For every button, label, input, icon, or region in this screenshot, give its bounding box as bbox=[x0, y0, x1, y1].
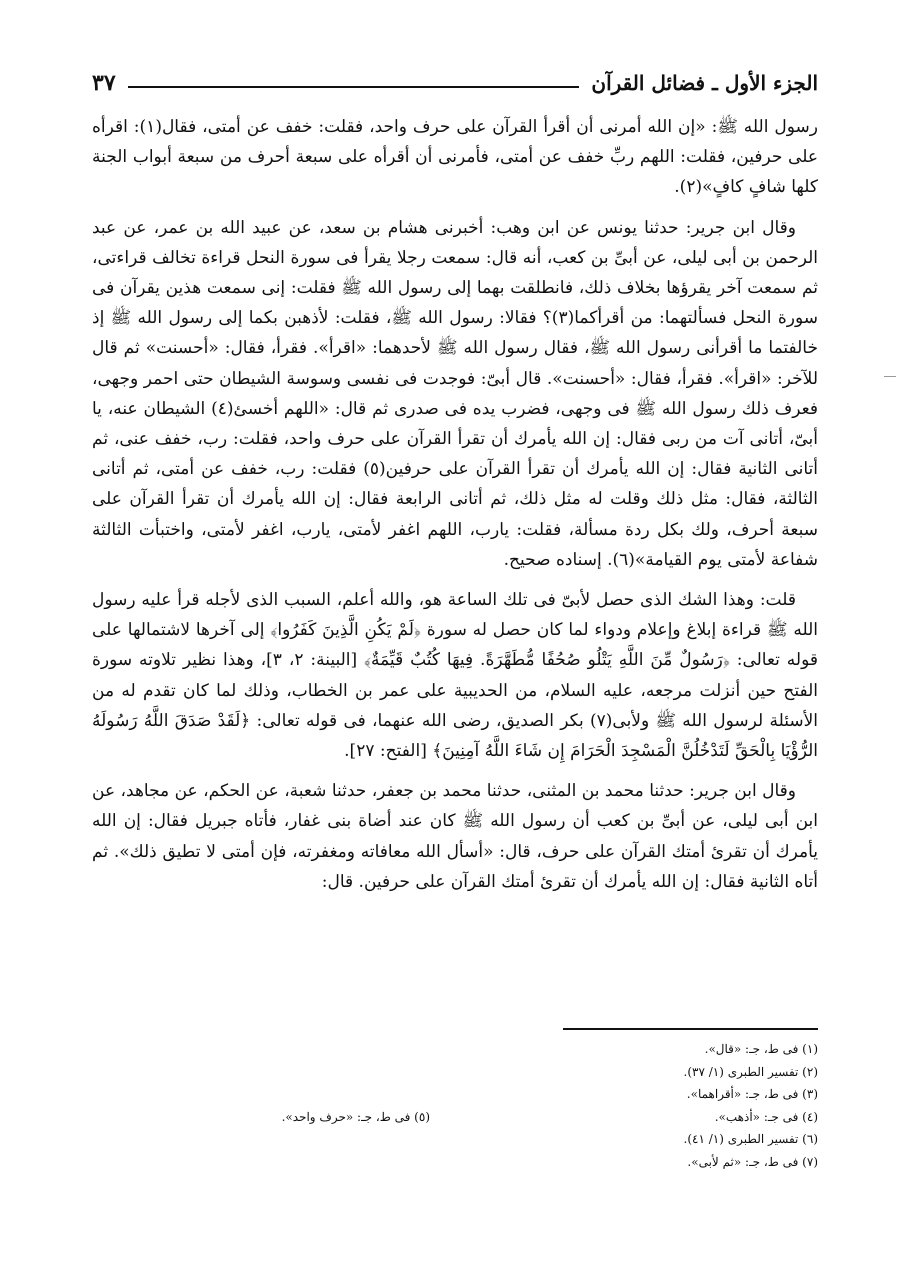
paragraph-ibn-jarir-2: وقال ابن جرير: حدثنا محمد بن المثنى، حدثنا محمد بن جعفر، حدثنا شعبة، عن الحكم، عن مجاهد، عن ابن أبى ليلى، عن أبىِّ بن كعب أن رسول الله ﷺ كان عند أضاة بنى غفار، فأتاه جبريل فقال: إن الله يأمرك أن تقرئ أمتك القرآن على حرف، قال: «أسأل الله معافاته ومغفرته، فإن أمتى لا تطيق ذلك». ثم أتاه الثانية فقال: إن الله يأمرك أن تقرئ أمتك القرآن على حرفين. قال: bbox=[92, 781, 818, 892]
page-header bbox=[92, 66, 818, 100]
footnote: (٦) تفسير الطبرى (١/ ٤١). bbox=[683, 1132, 818, 1146]
paragraph-continuation: رسول الله ﷺ: «إن الله أمرنى أن أقرأ القرآن على حرف واحد، فقلت: خفف عن أمتى، فقال(١): اقرأه على حرفين، فقلت: اللهم ربِّ خفف عن أمتى، فأمرنى أن أقرأه على سبعة أحرف من سبعة أبواب الجنة كلها شافٍ كافٍ»(٢). bbox=[92, 117, 818, 198]
main-text bbox=[92, 112, 818, 897]
margin-mark bbox=[884, 376, 896, 377]
footnote: (٧) فى ط، جـ: «ثم لأبى». bbox=[687, 1154, 818, 1169]
paragraph-commentary: قلت: وهذا الشك الذى حصل لأبىّ فى تلك الساعة هو، والله أعلم، السبب الذى لأجله قرأ عليه رسول الله ﷺ قراءة إبلاغ وإعلام ودواء لما كان حصل له سورة ﴿لَمْ يَكُنِ الَّذِينَ كَفَرُوا﴾ إلى آخرها لاشتمالها على قوله تعالى: ﴿رَسُولٌ مِّنَ اللَّهِ يَتْلُو صُحُفًا مُّطَهَّرَةً. فِيهَا كُتُبٌ قَيِّمَةٌ﴾ [البينة: ٢، ٣]، وهذا نظير تلاوته سورة الفتح حين أنزلت مرجعه، عليه السلام، من الحديبية على عمر بن الخطاب، وذلك لما كان تقدم له من الأسئلة لرسول الله ﷺ ولأبى(٧) بكر الصديق، رضى الله عنهما، فى قوله تعالى: ﴿لَقَدْ صَدَقَ اللَّهُ رَسُولَهُ الرُّؤْيَا بِالْحَقِّ لَتَدْخُلُنَّ الْمَسْجِدَ الْحَرَامَ إِن شَاءَ اللَّهُ آمِنِينَ﴾ [الفتح: ٢٧]. bbox=[92, 590, 819, 762]
footnote: (٢) تفسير الطبرى (١/ ٣٧). bbox=[683, 1064, 818, 1079]
footnote-side: (٥) فى ط، جـ: «حرف واحد». bbox=[281, 1110, 430, 1124]
paragraph-ibn-jarir-1: وقال ابن جرير: حدثنا يونس عن ابن وهب: أخبرنى هشام بن سعد، عن عبيد الله بن عمر، عن عبد الرحمن بن أبى ليلى، عن أبىِّ بن كعب، أنه قال: سمعت رجلا يقرأ فى سورة النحل قراءة تخالف قراءتى، ثم سمعت آخر يقرؤها بخلاف ذلك، فانطلقت بهما إلى رسول الله ﷺ فقلت: إنى سمعت هذين يقرآن فى سورة النحل فسألتهما: من أقرأكما(٣)؟ فقالا: رسول الله ﷺ، فقلت: لأذهبن بكما إلى رسول الله ﷺ إذ خالفتما ما أقرأنى رسول الله ﷺ، فقال رسول الله ﷺ لأحدهما: «اقرأ». فقرأ، فقال: «أحسنت» ثم قال للآخر: «اقرأ». فقرأ، فقال: «أحسنت». قال أبىّ: فوجدت فى نفسى وسوسة الشيطان حتى احمر وجهى، فعرف ذلك رسول الله ﷺ فى وجهى، فضرب يده فى صدرى ثم قال: «اللهم أخسئ(٤) الشيطان عنه، يا أبىّ، أتانى آت من ربى فقال: إن الله يأمرك أن تقرأ القرآن على حرف واحد، فقلت: رب، خفف عنى، ثم أتانى الثانية فقال: إن الله يأمرك أن تقرأ القرآن على حرفين(٥) فقلت: رب، خفف عن أمتى، ثم أتانى الثالثة، فقال: مثل ذلك وقلت له مثل ذلك، ثم أتانى الرابعة فقال: إن الله يأمرك أن تقرأ القرآن على سبعة أحرف، ولك بكل ردة مسألة، فقلت: يارب، اللهم اغفر لأمتى، يارب، اغفر لأمتى، واختبأت الثالثة شفاعة لأمتى يوم القيامة»(٦). إسناده صحيح. bbox=[92, 217, 819, 570]
header-rule bbox=[128, 86, 580, 88]
running-title: الجزء الأول ـ فضائل القرآن bbox=[591, 71, 818, 95]
footnote-divider bbox=[563, 1028, 818, 1030]
footnote: (٤) فى جـ: «أذهب». bbox=[714, 1109, 818, 1124]
footnote: (٣) فى ط، جـ: «أقراهما». bbox=[686, 1087, 818, 1101]
page-number: ٣٧ bbox=[92, 70, 116, 96]
footnote: (١) فى ط، جـ: «قال». bbox=[704, 1042, 818, 1056]
footnotes bbox=[563, 1038, 818, 1173]
